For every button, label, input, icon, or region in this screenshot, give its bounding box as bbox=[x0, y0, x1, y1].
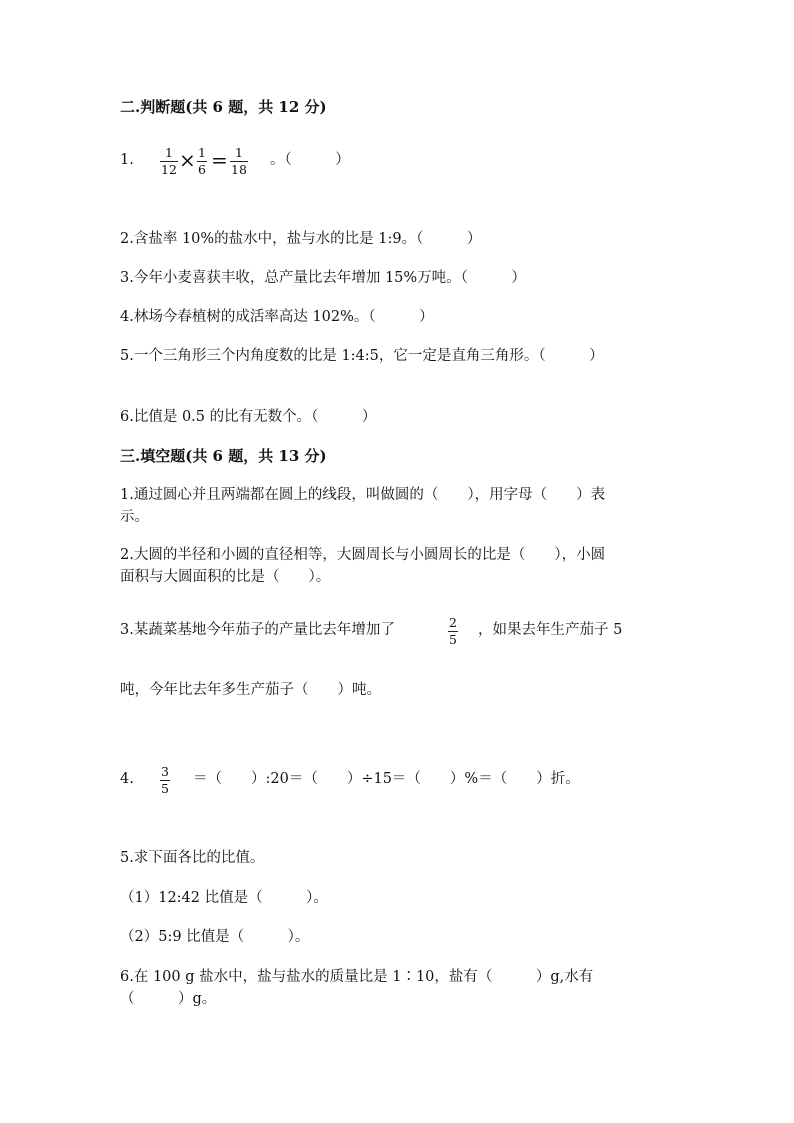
numerator: 1 bbox=[234, 145, 243, 160]
numerator: 2 bbox=[449, 615, 457, 630]
denominator: 6 bbox=[198, 162, 206, 177]
times-sign: × bbox=[179, 148, 196, 172]
fill-question-2-line2: 面积与大圆面积的比是（ ）。 bbox=[120, 569, 331, 585]
fraction-1-18 bbox=[230, 146, 248, 177]
question-5: 5.一个三角形三个内角度数的比是 1:4:5，它一定是直角三角形。（ ） bbox=[120, 348, 604, 364]
fill-question-5-part-2: （2）5:9 比值是（ ）。 bbox=[120, 929, 310, 945]
fraction-2-5 bbox=[448, 616, 458, 647]
denominator: 12 bbox=[161, 162, 177, 177]
section-heading-fill-in: 三.填空题(共 6 题，共 13 分) bbox=[120, 447, 327, 465]
numerator: 3 bbox=[161, 764, 169, 779]
section-heading-judgment: 二.判断题(共 6 题，共 12 分) bbox=[120, 98, 327, 116]
fill-question-3-post: ，如果去年生产茄子 5 bbox=[478, 622, 623, 638]
question-1-answer-blank: 。（ ） bbox=[270, 152, 350, 168]
question-4: 4.林场今春植树的成活率高达 102%。（ ） bbox=[120, 309, 434, 325]
fill-question-5: 5.求下面各比的比值。 bbox=[120, 850, 265, 866]
fraction-1-6 bbox=[197, 146, 207, 177]
denominator: 5 bbox=[161, 781, 169, 796]
fill-question-4-number: 4. bbox=[120, 771, 134, 787]
fill-question-6-line1: 6.在 100 g 盐水中，盐与盐水的质量比是 1∶10，盐有（ ）g,水有 bbox=[120, 969, 594, 985]
fraction-1-12 bbox=[160, 146, 178, 177]
question-3: 3.今年小麦喜获丰收，总产量比去年增加 15%万吨。（ ） bbox=[120, 270, 526, 286]
denominator: 5 bbox=[449, 632, 457, 647]
denominator: 18 bbox=[231, 162, 247, 177]
numerator: 1 bbox=[198, 145, 206, 160]
fill-question-1-line1: 1.通过圆心并且两端都在圆上的线段，叫做圆的（ ），用字母（ ）表 bbox=[120, 487, 606, 503]
fill-question-1-line2: 示。 bbox=[120, 509, 149, 525]
equals-sign: = bbox=[211, 148, 228, 172]
fraction-3-5 bbox=[160, 765, 170, 796]
numerator: 1 bbox=[164, 145, 173, 160]
fill-question-6-line2: （ ）g。 bbox=[120, 991, 217, 1007]
fill-question-4-expression: ＝（ ）:20＝（ ）÷15＝（ ）%＝（ ）折。 bbox=[193, 771, 580, 787]
question-2: 2.含盐率 10%的盐水中，盐与水的比是 1:9。（ ） bbox=[120, 231, 482, 247]
question-6: 6.比值是 0.5 的比有无数个。（ ） bbox=[120, 409, 377, 425]
fill-question-3-line2: 吨，今年比去年多生产茄子（ ）吨。 bbox=[120, 682, 381, 698]
question-1-number: 1. bbox=[120, 152, 134, 168]
fill-question-5-part-1: （1）12:42 比值是（ ）。 bbox=[120, 890, 328, 906]
fill-question-2-line1: 2.大圆的半径和小圆的直径相等，大圆周长与小圆周长的比是（ ），小圆 bbox=[120, 547, 606, 563]
fill-question-3-pre: 3.某蔬菜基地今年茄子的产量比去年增加了 bbox=[120, 622, 395, 638]
